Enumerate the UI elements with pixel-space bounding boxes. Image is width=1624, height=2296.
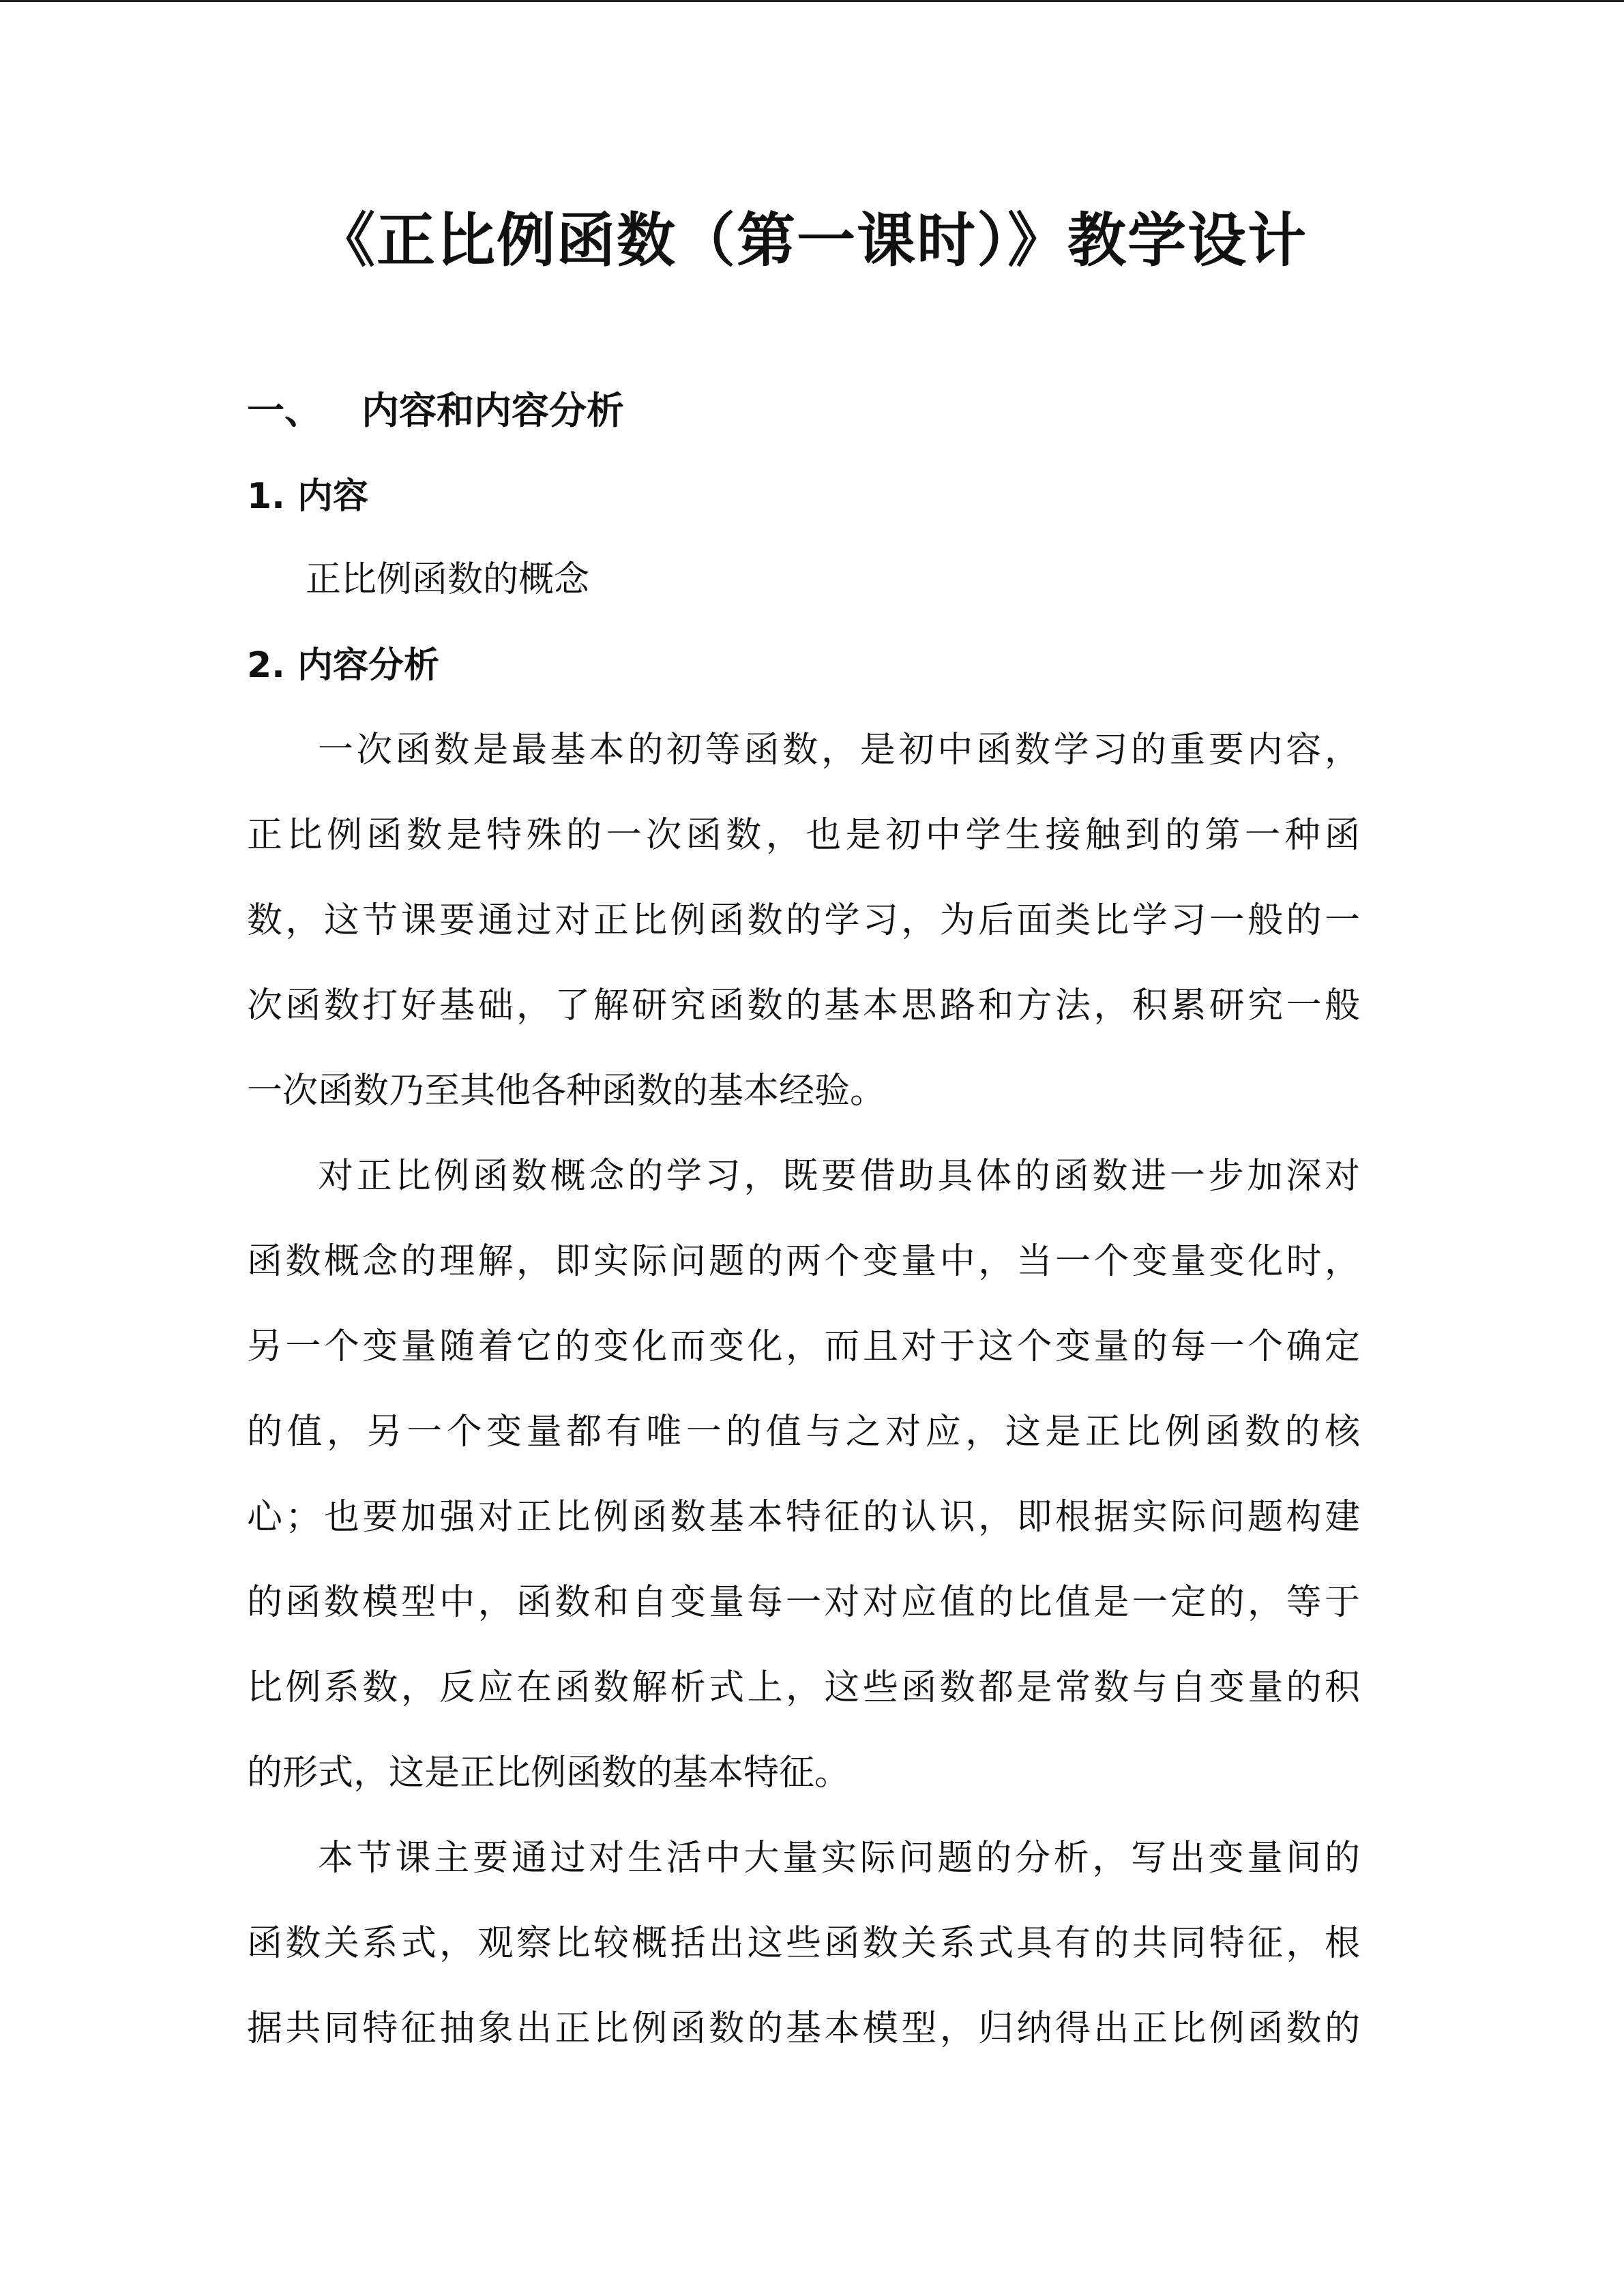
paragraph-2-line: 的函数模型中，函数和自变量每一对对应值的比值是一定的，等于	[247, 1582, 1360, 1623]
paragraph-2-line: 对正比例函数概念的学习，既要借助具体的函数进一步加深对	[318, 1156, 1360, 1197]
subheading-number: 1.	[247, 476, 285, 517]
content-text: 正比例函数的概念	[306, 559, 590, 600]
paragraph-2-line: 另一个变量随着它的变化而变化，而且对于这个变量的每一个确定	[247, 1326, 1360, 1367]
paragraph-3-line: 本节课主要通过对生活中大量实际问题的分析，写出变量间的	[318, 1838, 1360, 1879]
paragraph-2-line: 心；也要加强对正比例函数基本特征的认识，即根据实际问题构建	[247, 1497, 1360, 1538]
paragraph-3-line: 据共同特征抽象出正比例函数的基本模型，归纳得出正比例函数的	[247, 2008, 1360, 2049]
subheading-number: 2.	[247, 645, 285, 686]
paragraph-1-line: 数，这节课要通过对正比例函数的学习，为后面类比学习一般的一	[247, 900, 1360, 941]
section-number: 一、	[247, 389, 323, 432]
subheading-content-analysis	[247, 638, 439, 693]
paragraph-2-line: 比例系数，反应在函数解析式上，这些函数都是常数与自变量的积	[247, 1667, 1360, 1708]
paragraph-1-line: 一次函数乃至其他各种函数的基本经验。	[247, 1071, 886, 1112]
paragraph-1-line: 一次函数是最基本的初等函数，是初中函数学习的重要内容，	[318, 730, 1360, 771]
subheading-label: 内容	[297, 476, 369, 517]
page-top-border	[0, 0, 1624, 2]
section-heading-content-analysis	[247, 383, 624, 438]
paragraph-1-line: 次函数打好基础，了解研究函数的基本思路和方法，积累研究一般	[247, 985, 1360, 1026]
paragraph-2-line: 的形式，这是正比例函数的基本特征。	[247, 1753, 851, 1793]
paragraph-2-line: 函数概念的理解，即实际问题的两个变量中，当一个变量变化时，	[247, 1241, 1360, 1282]
subheading-label: 内容分析	[297, 645, 440, 686]
page-title: 《正比例函数（第一课时）》教学设计	[316, 206, 1308, 275]
paragraph-1-line: 正比例函数是特殊的一次函数，也是初中学生接触到的第一种函	[247, 815, 1360, 856]
section-label: 内容和内容分析	[361, 389, 625, 432]
paragraph-3-line: 函数关系式，观察比较概括出这些函数关系式具有的共同特征，根	[247, 1923, 1360, 1964]
subheading-content	[247, 469, 368, 524]
paragraph-2-line: 的值，另一个变量都有唯一的值与之对应，这是正比例函数的核	[247, 1412, 1360, 1452]
